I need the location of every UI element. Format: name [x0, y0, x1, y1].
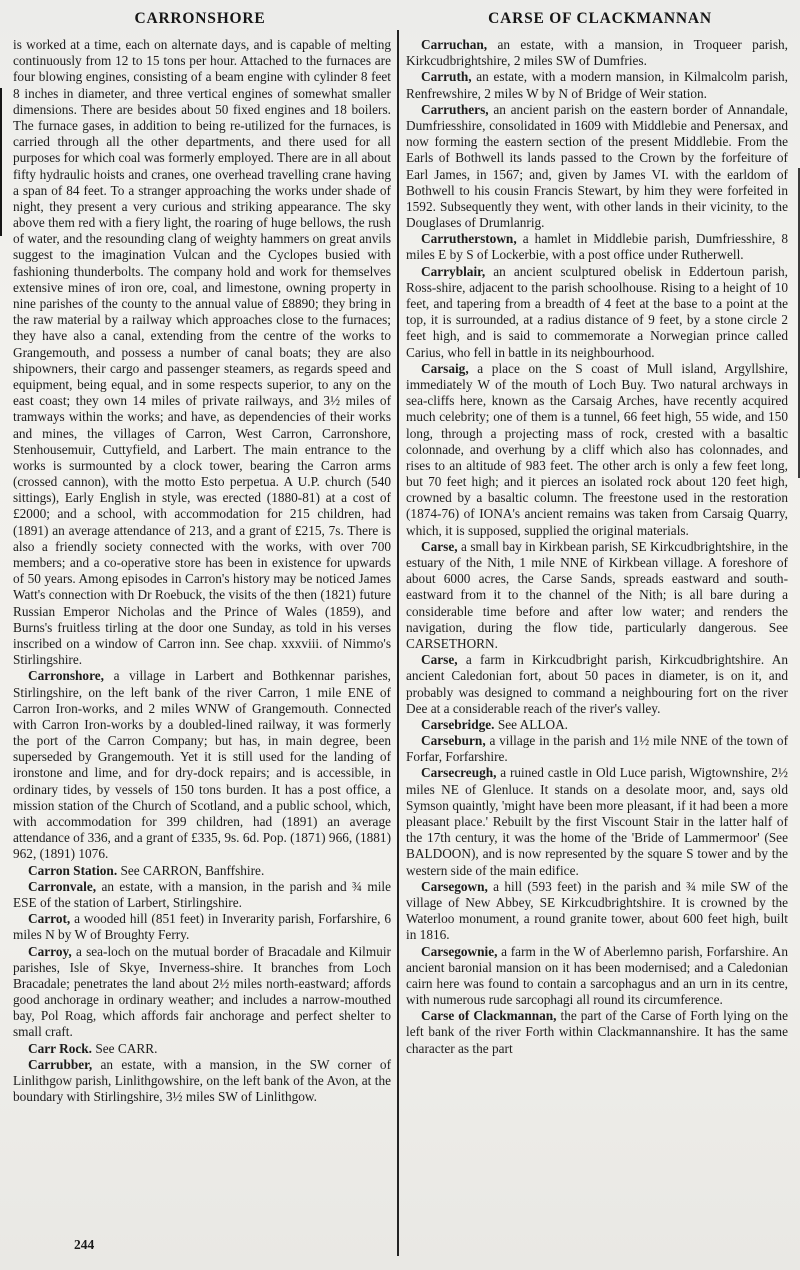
- entry-lead: Carr Rock.: [28, 1040, 93, 1056]
- column-left: [13, 37, 391, 1105]
- entry-text: an ancient sculptured obelisk in Eddertoun parish, Ross-shire, adjacent to the parish schoolhouse. Rising to a height of 10 feet, and tapering from a breadth of 4 feet at the base to a point at the top, it is surrounded, at a radius distance of 9 feet, by a stone circle 2 feet high, and is said to commemorate a Norwegian prince called Carius, who fell in battle in its neighbourhood.: [406, 263, 788, 360]
- entry-carronshore: [13, 668, 391, 862]
- entry-carruth: [406, 69, 788, 101]
- entry-carruchan: [406, 37, 788, 69]
- entry-text: a small bay in Kirkbean parish, SE Kirkcudbrightshire, in the estuary of the Nith, 1 mile NNE of Kirkbean village. A foreshore of about 6000 acres, the Carse Sands, spreads eastward and south-eastward from it to the channel of the Nith; is all bare during a considerable time before and after low water; and renders the navigation, during the flow tide, particularly dangerous. See CARSETHORN.: [406, 538, 788, 651]
- entry-carse-bay: [406, 539, 788, 652]
- entry-text: a sea-loch on the mutual border of Bracadale and Kilmuir parishes, Isle of Skye, Inverness-shire. It branches from Loch Bracadale; penetrates the land about 2½ miles north-eastward; affords good anchorage in ordinary weather; and includes a narrow-mouthed bay, Pol Roag, which affords fair anchorage and perfect shelter to small craft.: [13, 943, 391, 1040]
- entry-text: an estate, with a mansion, in the parish and ¾ mile ESE of the station of Larbert, Stirlingshire.: [13, 878, 391, 910]
- scan-edge-artifact-left: [0, 88, 2, 236]
- entry-lead: Carse,: [421, 652, 458, 668]
- column-divider: [397, 30, 399, 1256]
- entry-carseburn: [406, 733, 788, 765]
- entry-lead: Carrutherstown,: [421, 231, 517, 247]
- entry-carsecreugh: [406, 765, 788, 878]
- entry-carryblair: [406, 264, 788, 361]
- entry-lead: Carsecreugh,: [421, 765, 497, 781]
- entry-carsegown: [406, 879, 788, 944]
- column-right: [406, 37, 788, 1057]
- entry-text: an estate, with a mansion, in the SW corner of Linlithgow parish, Linlithgowshire, on the left bank of the Avon, at the boundary with Stirlingshire, 3½ miles SW of Linlithgow.: [13, 1056, 391, 1105]
- running-head-left: CARRONSHORE: [134, 10, 266, 27]
- page-number: 244: [74, 1237, 95, 1252]
- entry-text: the part of the Carse of Forth lying on the left bank of the river Forth within Clackmannanshire. It has the same character as the part: [406, 1008, 788, 1056]
- entry-text: a farm in Kirkcudbright parish, Kirkcudbrightshire. An ancient Caledonian fort, about 50 paces in diameter, is on it, and probably was designed to command a neighbouring fort on the river Dee at a considerable reach of the river's valley.: [406, 652, 788, 716]
- entry-text: a village in the parish and 1½ mile NNE of the town of Forfar, Forfarshire.: [406, 733, 788, 765]
- entry-text: an ancient parish on the eastern border of Annandale, Dumfriesshire, consolidated in 1609 with Middlebie and Penersax, and now forming the eastern section of the present Middlebie. From the Earls of Bothwell its lands passed to the Crown by the forfeiture of Earl James, in 1567; and, given by James VI. with the earldom of Bothwell to his cousin Francis Stewart, by him they were forfeited in 1592. Subsequently they went, with other lands in their vicinity, to the Douglases of Drumlanrig.: [406, 101, 788, 231]
- entry-lead: Carryblair,: [421, 263, 486, 279]
- entry-text: See CARR.: [92, 1040, 158, 1056]
- entry-text: is worked at a time, each on alternate days, and is capable of melting continuously from 12 to 15 tons per hour. Attached to the furnaces are four blowing engines, consisting of a beam engine with cylinder 8 feet 8 inches in diameter, and three vertical engines of somewhat smaller dimensions. There are besides about 50 fixed engines and 18 boilers. The furnace gases, in addition to being re-utilized for the furnaces, is carried through all the other departments, and there used for all purposes for which coal was formerly employed. There are in all about fifty hydraulic hoists and cranes, one overhead travelling crane having a span of 84 feet. To a stranger approaching the works under shade of night, they present a very curious and striking appearance. The sky above them red with a fiery light, the roaring of huge bellows, the rush of water, and the resounding clang of weighty hammers on great anvils suggest to the imagination Vulcan and the Cyclopes busied with fashioning thunderbolts. The company hold and work for themselves extensive mines of iron ore, coal, and limestone, owning property in nine parishes of the county to the annual value of £8890; they bring in the raw material by a railway which approaches close to the furnaces; they have also a canal, extending from the centre of the works to Grangemouth, and possess a number of canal boats; they are also shipowners, their cargo and passenger steamers, as regards speed and equipment, being equal, and in some respects superior, to any on the east coast; they own 14 miles of private railways, and 3½ miles of tramways within the works; and have, as dependencies of their works and mines, the villages of Carron, West Carron, Carronshore, Stenhousemuir, Cuttyfield, and Larbert. The main entrance to the works is surmounted by a clock tower, bearing the Carron arms (crossed cannon), with the motto Esto perpetua. A U.P. church (540 sittings), Early English in style, was erected (1880-81) at a cost of £2000; and a school, with accommodation for 215 children, had (1891) an average attendance of 213, and a grant of £215, 7s. There is also a friendly society connected with the works, with over 700 members; and a co-operative store has been in existence for upwards of 50 years. Among episodes in Carron's history may be noticed James Watt's connection with Dr Roebuck, the visits of the then (1821) future Russian Emperor Nicholas and the Prince of Wales (1859), and Burns's fruitless tirling at the door one Sunday, as told in his verses inscribed on a window of Carron inn. See chap. xxxviii. of Nimmo's Stirlingshire.: [13, 37, 391, 668]
- entry-carr-rock: [13, 1041, 391, 1057]
- entry-continuation-carron: [13, 37, 391, 668]
- entry-lead: Carruchan,: [421, 37, 488, 52]
- entry-carron-station: [13, 863, 391, 879]
- entry-carsaig: [406, 361, 788, 539]
- entry-carsebridge: [406, 717, 788, 733]
- entry-carronvale: [13, 879, 391, 911]
- entry-text: a hamlet in Middlebie parish, Dumfriesshire, 8 miles E by S of Lockerbie, with a post office under Rutherwell.: [406, 231, 788, 263]
- entry-text: an estate, with a mansion, in Troqueer parish, Kirkcudbrightshire, 2 miles SW of Dumfries.: [406, 37, 788, 69]
- entry-lead: Carronshore,: [28, 668, 104, 684]
- entry-text: a farm in the W of Aberlemno parish, Forfarshire. An ancient baronial mansion on it has been modernised; and a Caledonian cairn here was found to contain a sarcophagus and an urn in its centre, with numerous rude sarcophagi all round its circumference.: [406, 943, 788, 1008]
- entry-carse-of-clackmannan: [406, 1008, 788, 1057]
- entry-lead: Carron Station.: [28, 862, 118, 878]
- entry-lead: Carsegown,: [421, 878, 488, 894]
- entry-lead: Carse of Clackmannan,: [421, 1008, 557, 1024]
- entry-lead: Carronvale,: [28, 878, 97, 894]
- entry-carrubber: [13, 1057, 391, 1106]
- entry-lead: Carrot,: [28, 911, 71, 927]
- entry-lead: Carrubber,: [28, 1056, 93, 1072]
- entry-lead: Carruthers,: [421, 101, 489, 117]
- entry-carroy: [13, 944, 391, 1041]
- entry-carse-farm: [406, 652, 788, 717]
- entry-carrutherstown: [406, 231, 788, 263]
- entry-lead: Carroy,: [28, 943, 72, 959]
- entry-carrot: [13, 911, 391, 943]
- entry-text: an estate, with a modern mansion, in Kilmalcolm parish, Renfrewshire, 2 miles W by N of Bridge of Weir station.: [406, 69, 788, 101]
- entry-carsegownie: [406, 944, 788, 1009]
- entry-text: a hill (593 feet) in the parish and ¾ mile SW of the village of New Abbey, SE Kirkcudbrightshire. It is crowned by the Waterloo monument, a round granite tower, about 600 feet high, built in 1816.: [406, 878, 788, 943]
- entry-text: a village in Larbert and Bothkennar parishes, Stirlingshire, on the left bank of the river Carron, 1 mile ENE of Carron Iron-works, and 2 miles WNW of Grangemouth. Connected with Carron Iron-works by a doubled-lined railway, it was formerly the port of the Carron Company; but has, in main degree, been superseded by Grangemouth. Yet it is still used for the landing of ironstone and lime, and for dry-dock repairs; and is accessible, in ordinary tides, by vessels of 150 tons burden. It has a post office, a mission station of the Church of Scotland, and a public school, which, with accommodation for 399 children, had (1891) an average attendance of 336, and a grant of £335, 9s. 6d. Pop. (1871) 966, (1881) 962, (1891) 1076.: [13, 668, 391, 862]
- entry-text: a ruined castle in Old Luce parish, Wigtownshire, 2½ miles NE of Glenluce. It stands on a desolate moor, and, says old Symson quaintly, 'might have been more pleasant, if it had been a more pleasant place.' Rebuilt by the first Viscount Stair in the latter half of the 17th century, it was the home of the 'Bride of Lammermoor' (See BALDOON), and is now represented by the square S tower and by the western side of the main edifice.: [406, 765, 788, 878]
- entry-lead: Carsaig,: [421, 360, 469, 376]
- entry-lead: Carsegownie,: [421, 943, 498, 959]
- entry-text: See CARRON, Banffshire.: [117, 862, 265, 878]
- entry-lead: Carsebridge.: [421, 716, 495, 732]
- entry-text: a place on the S coast of Mull island, Argyllshire, immediately W of the mouth of Loch Buy. Two natural archways in sea-cliffs here, known as the Carsaig Arches, have recently acquired much celebrity; one of them is a tunnel, 66 feet high, 55 wide, and 150 long, through a projecting mass of rock, crested with a basaltic colonnade, and overhung by a cliff which also has colonnades, and rises to an altitude of 983 feet. The other arch is only a few feet long, but 70 feet high; and it pierces an isolated rock about 120 feet high, crowned by a basaltic column. The freestone used in the restoration (1874-76) of IONA's ancient remains was taken from Carsaig Quarry, which, it is supposed, supplied the original materials.: [406, 360, 788, 538]
- entry-carruthers: [406, 102, 788, 232]
- entry-lead: Carruth,: [421, 69, 472, 85]
- entry-lead: Carseburn,: [421, 733, 486, 749]
- running-head-right: CARSE OF CLACKMANNAN: [488, 10, 712, 27]
- entry-lead: Carse,: [421, 538, 458, 554]
- entry-text: See ALLOA.: [494, 716, 568, 732]
- entry-text: a wooded hill (851 feet) in Inverarity parish, Forfarshire, 6 miles N by W of Broughty Ferry.: [13, 911, 391, 943]
